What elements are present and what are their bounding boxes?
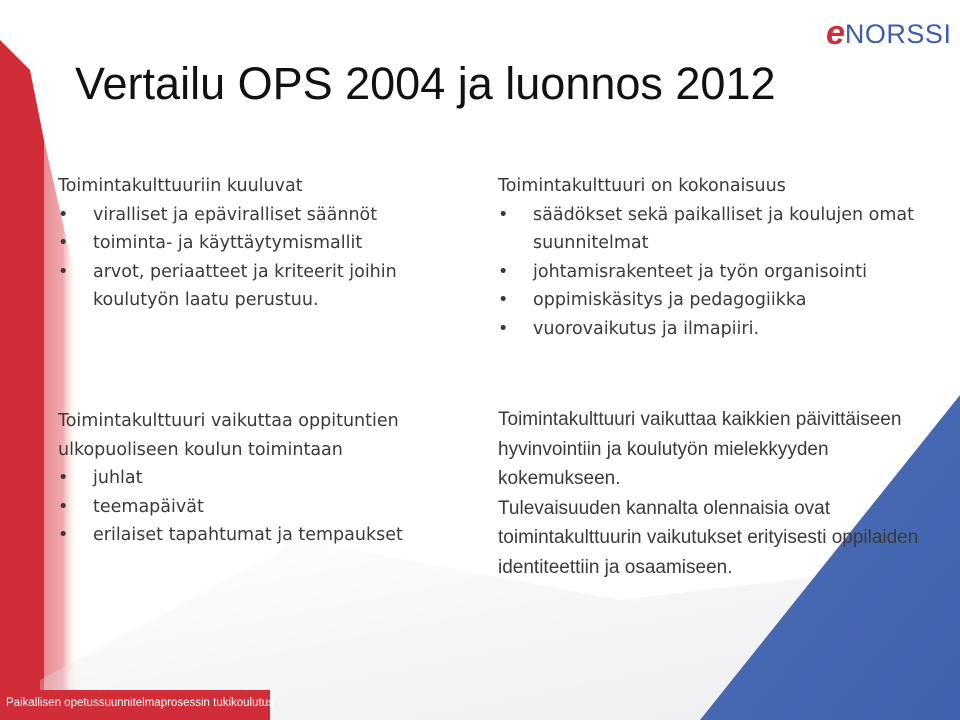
list-item: • juhlat [58, 464, 468, 493]
list-item: • johtamisrakenteet ja työn organisointi [498, 258, 938, 287]
list-item: • vuorovaikutus ja ilmapiiri. [498, 315, 938, 344]
footer-text: Paikallisen opetussuunnitelmaprosessin tukikoulutus [6, 697, 274, 709]
top-right-list [498, 201, 938, 344]
logo-e-letter: e [826, 14, 845, 52]
top-right-block [498, 172, 938, 344]
top-left-block [58, 172, 448, 315]
list-item: • erilaiset tapahtumat ja tempaukset [58, 521, 468, 550]
bottom-left-block [58, 407, 468, 550]
top-left-heading: Toimintakulttuuriin kuuluvat [58, 176, 303, 196]
bottom-right-block [498, 405, 938, 582]
list-item: • teemapäivät [58, 493, 468, 522]
list-item: • säädökset sekä paikalliset ja koulujen omat suunnitelmat [498, 201, 938, 258]
top-left-list [58, 201, 448, 315]
list-item: • viralliset ja epäviralliset säännöt [58, 201, 448, 230]
bottom-left-heading: Toimintakulttuuri vaikuttaa oppituntien ulkopuoliseen koulun toimintaan [58, 411, 399, 460]
bottom-right-paragraph: Toimintakulttuuri vaikuttaa kaikkien päivittäiseen hyvinvointiin ja koulutyön mielekkyyden kokemukseen. [498, 409, 902, 489]
list-item: • toiminta- ja käyttäytymismallit [58, 229, 448, 258]
list-item: • arvot, periaatteet ja kriteerit joihin koulutyön laatu perustuu. [58, 258, 448, 315]
enorssi-logo [826, 14, 952, 52]
bottom-right-paragraph: Tulevaisuuden kannalta olennaisia ovat toimintakulttuurin vaikutukset erityisesti oppilaiden identiteettiin ja osaamiseen. [498, 497, 919, 578]
list-item: • oppimiskäsitys ja pedagogiikka [498, 286, 938, 315]
top-right-heading: Toimintakulttuuri on kokonaisuus [498, 176, 786, 196]
red-band-shape [0, 40, 44, 720]
bottom-left-list [58, 464, 468, 550]
slide-title: Vertailu OPS 2004 ja luonnos 2012 [75, 58, 776, 109]
logo-wordmark: NORSSI [844, 19, 952, 49]
